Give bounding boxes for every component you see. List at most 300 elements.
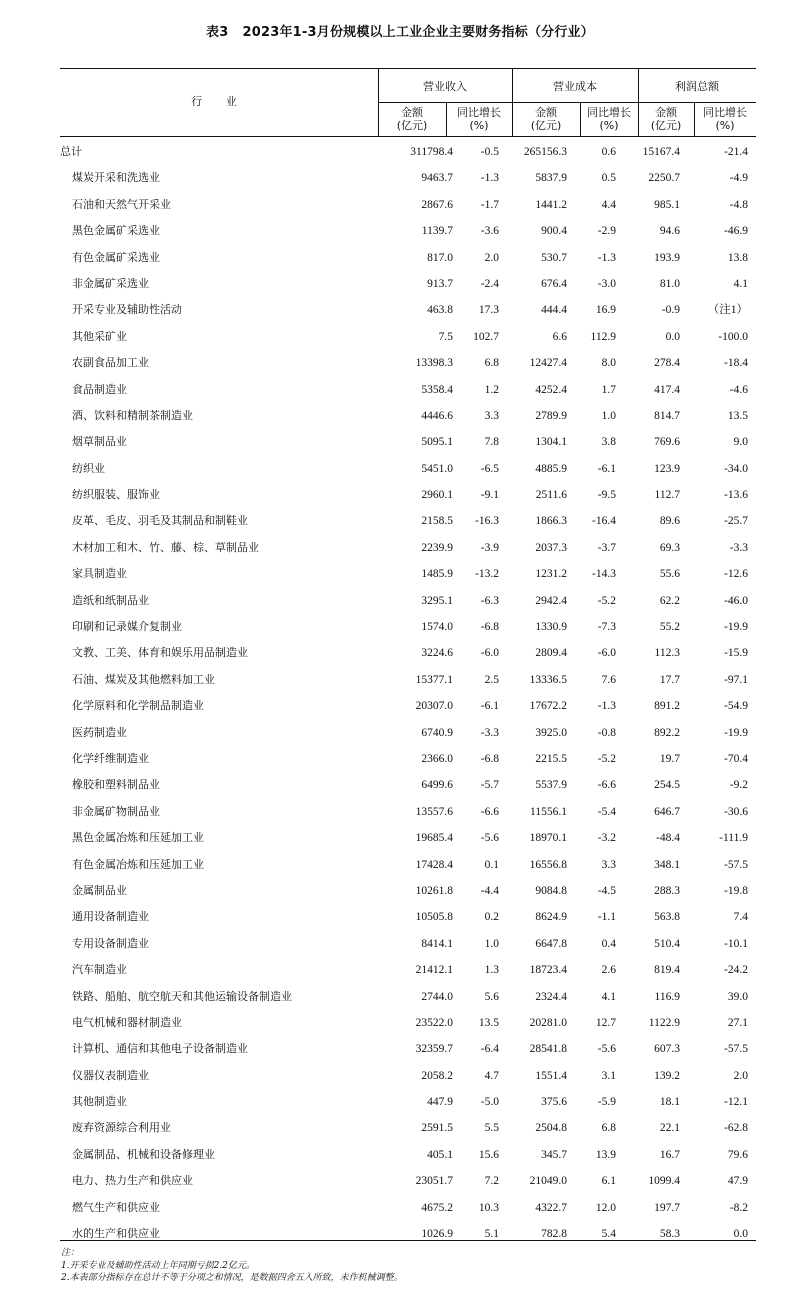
cell-cost-g: -16.4 (592, 515, 616, 528)
cell-rev: 5095.1 (421, 436, 453, 449)
table-row (60, 515, 756, 541)
cell-rev: 23522.0 (415, 1016, 453, 1029)
industry-name: 医药制造业 (72, 725, 127, 739)
table-row (60, 1070, 756, 1096)
cell-profit-g: -100.0 (718, 330, 748, 343)
table-row (60, 1096, 756, 1122)
cell-cost: 6647.8 (535, 937, 567, 950)
cell-cost-g: 3.1 (601, 1069, 616, 1082)
cell-cost: 28541.8 (529, 1043, 567, 1056)
cell-cost: 2324.4 (535, 990, 567, 1003)
cell-cost-g: 3.8 (601, 436, 616, 449)
footnotes (61, 1247, 403, 1285)
cell-rev: 15377.1 (415, 673, 453, 686)
cell-profit-g: -62.8 (724, 1122, 748, 1135)
cell-profit-g: -46.0 (724, 594, 748, 607)
cell-cost: 4885.9 (535, 462, 567, 475)
cell-profit: 417.4 (654, 383, 680, 396)
cell-profit: 510.4 (654, 937, 680, 950)
industry-name: 纺织业 (72, 461, 105, 475)
industry-name: 专用设备制造业 (72, 936, 149, 950)
cell-profit-g: -3.3 (729, 541, 748, 554)
industry-name: 有色金属矿采选业 (72, 250, 160, 264)
cell-profit-g: -12.1 (724, 1096, 748, 1109)
cell-profit: 288.3 (654, 884, 680, 897)
header-revenue: 营业收入 (423, 80, 467, 93)
cell-cost-g: 2.6 (601, 964, 616, 977)
cell-cost-g: -0.8 (597, 726, 616, 739)
cell-cost-g: -5.2 (597, 752, 616, 765)
cell-rev: 6740.9 (421, 726, 453, 739)
cell-cost-g: -2.9 (597, 225, 616, 238)
cell-rev-g: 5.1 (484, 1228, 499, 1241)
cell-cost-g: -9.5 (597, 489, 616, 502)
cell-rev: 2058.2 (421, 1069, 453, 1082)
cell-rev: 21412.1 (415, 964, 453, 977)
cell-profit: 112.3 (654, 647, 680, 660)
cell-cost: 16556.8 (529, 858, 567, 871)
cell-profit-g: -4.6 (729, 383, 748, 396)
cell-rev: 1574.0 (421, 621, 453, 634)
cell-rev-g: -1.7 (480, 198, 499, 211)
cell-rev: 5451.0 (421, 462, 453, 475)
cell-profit: 348.1 (654, 858, 680, 871)
cell-profit-g: -54.9 (724, 700, 748, 713)
industry-name: 橡胶和塑料制品业 (72, 778, 160, 792)
industry-name: 电力、热力生产和供应业 (72, 1174, 193, 1188)
industry-name: 酒、饮料和精制茶制造业 (72, 408, 193, 422)
cell-rev-g: -6.8 (480, 621, 499, 634)
cell-rev: 2744.0 (421, 990, 453, 1003)
cell-cost-g: 0.5 (601, 172, 616, 185)
header-sub-amount (638, 106, 694, 132)
cell-profit: 197.7 (654, 1201, 680, 1214)
table-row (60, 331, 756, 357)
cell-rev-g: -0.5 (480, 146, 499, 158)
cell-rev-g: -6.5 (480, 462, 499, 475)
cell-cost-g: 1.7 (601, 383, 616, 396)
header-sub-amount-label: 金额 (535, 106, 557, 119)
cell-profit: 89.6 (659, 515, 680, 528)
industry-name: 其他采矿业 (72, 329, 127, 343)
cell-cost: 5837.9 (535, 172, 567, 185)
cell-profit: 17.7 (659, 673, 680, 686)
cell-rev: 3224.6 (421, 647, 453, 660)
table-row (60, 199, 756, 225)
industry-name: 印刷和记录媒介复制业 (72, 620, 182, 634)
cell-profit-g: -30.6 (724, 805, 748, 818)
cell-profit: 891.2 (654, 700, 680, 713)
cell-cost: 20281.0 (529, 1016, 567, 1029)
industry-name: 仪器仪表制造业 (72, 1068, 149, 1082)
industry-name: 其他制造业 (72, 1095, 127, 1109)
cell-profit-g: -15.9 (724, 647, 748, 660)
cell-profit: 62.2 (659, 594, 680, 607)
cell-rev-g: 5.6 (484, 990, 499, 1003)
table-row (60, 1175, 756, 1201)
cell-cost-g: 1.0 (601, 409, 616, 422)
cell-rev: 8414.1 (421, 937, 453, 950)
cell-cost: 782.8 (541, 1228, 567, 1241)
cell-cost: 444.4 (541, 304, 567, 317)
cell-cost-g: 0.4 (601, 937, 616, 950)
table-row (60, 885, 756, 911)
cell-profit: 254.5 (654, 779, 680, 792)
cell-profit-g: -21.4 (724, 146, 748, 158)
table-row (60, 832, 756, 858)
cell-cost: 375.6 (541, 1096, 567, 1109)
cell-cost: 1330.9 (535, 621, 567, 634)
header-sub-growth-label: 同比增长 (703, 106, 747, 119)
table-row (60, 542, 756, 568)
cell-rev-g: -3.6 (480, 225, 499, 238)
industry-name: 废弃资源综合利用业 (72, 1121, 171, 1135)
cell-cost-g: -14.3 (592, 568, 616, 581)
cell-cost: 6.6 (552, 330, 567, 343)
header-rule (60, 136, 756, 137)
cell-cost-g: 112.9 (590, 330, 616, 343)
cell-profit: 112.7 (654, 489, 680, 502)
cell-profit-g: -19.8 (724, 884, 748, 897)
cell-profit: 193.9 (654, 251, 680, 264)
cell-rev: 13557.6 (415, 805, 453, 818)
cell-rev: 405.1 (427, 1148, 453, 1161)
industry-name: 非金属矿物制品业 (72, 804, 160, 818)
cell-cost-g: -5.9 (597, 1096, 616, 1109)
cell-cost: 2037.3 (535, 541, 567, 554)
industry-name: 纺织服装、服饰业 (72, 488, 160, 502)
header-sub-growth-unit: (%) (469, 119, 489, 132)
cell-rev-g: 0.1 (484, 858, 499, 871)
cell-rev-g: 3.3 (484, 409, 499, 422)
cell-profit: 607.3 (654, 1043, 680, 1056)
cell-cost-g: 12.7 (595, 1016, 616, 1029)
cell-cost: 2942.4 (535, 594, 567, 607)
table-row (60, 463, 756, 489)
industry-name: 烟草制品业 (72, 435, 127, 449)
cell-profit-g: 7.4 (733, 911, 748, 924)
header-sub-growth-label: 同比增长 (457, 106, 501, 119)
table-row (60, 1122, 756, 1148)
cell-cost-g: -3.0 (597, 277, 616, 290)
cell-rev: 1026.9 (421, 1228, 453, 1241)
cell-rev-g: 7.8 (484, 436, 499, 449)
cell-profit-g: -18.4 (724, 357, 748, 370)
cell-cost-g: -6.6 (597, 779, 616, 792)
cell-rev-g: 15.6 (478, 1148, 499, 1161)
cell-rev-g: -6.4 (480, 1043, 499, 1056)
cell-rev: 10505.8 (415, 911, 453, 924)
industry-name: 计算机、通信和其他电子设备制造业 (72, 1042, 248, 1056)
cell-cost-g: 6.8 (601, 1122, 616, 1135)
cell-rev: 5358.4 (421, 383, 453, 396)
cell-cost-g: -6.1 (597, 462, 616, 475)
table-row (60, 225, 756, 251)
cell-rev-g: -6.8 (480, 752, 499, 765)
cell-rev-g: -6.1 (480, 700, 499, 713)
header-sub-amount-label: 金额 (655, 106, 677, 119)
table-title-text: 2023年1-3月份规模以上工业企业主要财务指标（分行业） (242, 25, 594, 40)
cell-cost: 13336.5 (529, 673, 567, 686)
cell-profit: 1099.4 (648, 1175, 680, 1188)
cell-rev: 19685.4 (415, 832, 453, 845)
industry-name: 皮革、毛皮、羽毛及其制品和制鞋业 (72, 514, 248, 528)
cell-rev: 1139.7 (421, 225, 453, 238)
header-mid-rule (378, 102, 756, 103)
cell-rev-g: 2.0 (484, 251, 499, 264)
table-row (60, 806, 756, 832)
cell-rev-g: 1.2 (484, 383, 499, 396)
cell-rev-g: 5.5 (484, 1122, 499, 1135)
industry-name: 铁路、船舶、航空航天和其他运输设备制造业 (72, 989, 292, 1003)
industry-name: 化学纤维制造业 (72, 751, 149, 765)
cell-cost: 265156.3 (523, 146, 567, 158)
cell-rev: 7.5 (438, 330, 453, 343)
cell-cost-g: 13.9 (595, 1148, 616, 1161)
cell-cost-g: 5.4 (601, 1228, 616, 1241)
header-sub-amount-unit: (亿元) (530, 119, 562, 132)
cell-profit: 55.6 (659, 568, 680, 581)
cell-profit-g: -97.1 (724, 673, 748, 686)
cell-cost: 345.7 (541, 1148, 567, 1161)
cell-profit-g: -70.4 (724, 752, 748, 765)
cell-rev: 6499.6 (421, 779, 453, 792)
footnote-2: 2.本表部分指标存在总计不等于分项之和情况，是数据四舍五入所致，未作机械调整。 (61, 1273, 403, 1283)
industry-name: 农副食品加工业 (72, 356, 149, 370)
cell-rev: 311798.4 (410, 146, 453, 158)
cell-rev-g: 1.3 (484, 964, 499, 977)
cell-profit-g: -9.2 (729, 779, 748, 792)
header-sub-amount (378, 106, 446, 132)
cell-profit: 892.2 (654, 726, 680, 739)
cell-cost-g: -5.2 (597, 594, 616, 607)
cell-cost-g: 6.1 (601, 1175, 616, 1188)
cell-cost: 2504.8 (535, 1122, 567, 1135)
cell-rev: 10261.8 (415, 884, 453, 897)
cell-rev-g: 102.7 (473, 330, 499, 343)
cell-rev-g: -5.7 (480, 779, 499, 792)
table-row (60, 384, 756, 410)
cell-rev: 447.9 (427, 1096, 453, 1109)
cell-profit: 819.4 (654, 964, 680, 977)
footnote-label: 注： (61, 1248, 80, 1258)
table-row (60, 647, 756, 673)
table-row (60, 1202, 756, 1228)
table-number: 表3 (206, 25, 229, 40)
cell-cost-g: -3.7 (597, 541, 616, 554)
cell-rev-g: -5.0 (480, 1096, 499, 1109)
cell-cost: 1441.2 (535, 198, 567, 211)
industry-name: 造纸和纸制品业 (72, 593, 149, 607)
header-sub-amount-label: 金额 (401, 106, 423, 119)
cell-cost: 900.4 (541, 225, 567, 238)
cell-rev-g: 4.7 (484, 1069, 499, 1082)
table-title (0, 21, 800, 40)
industry-name: 食品制造业 (72, 382, 127, 396)
cell-profit-g: 13.5 (727, 409, 748, 422)
industry-name: 石油和天然气开采业 (72, 197, 171, 211)
table-row (60, 859, 756, 885)
cell-cost: 12427.4 (529, 357, 567, 370)
cell-profit: 139.2 (654, 1069, 680, 1082)
cell-rev: 817.0 (427, 251, 453, 264)
cell-cost: 1551.4 (535, 1069, 567, 1082)
cell-profit-g: -4.9 (729, 172, 748, 185)
table-row (60, 357, 756, 383)
cell-rev-g: 2.5 (484, 673, 499, 686)
table-row (60, 753, 756, 779)
table-row (60, 1017, 756, 1043)
header-sub-amount-unit: (亿元) (650, 119, 682, 132)
cell-rev: 17428.4 (415, 858, 453, 871)
cell-rev: 9463.7 (421, 172, 453, 185)
cell-profit-g: 47.9 (727, 1175, 748, 1188)
cell-cost: 1231.2 (535, 568, 567, 581)
cell-rev: 4675.2 (421, 1201, 453, 1214)
cell-profit: 2250.7 (648, 172, 680, 185)
cell-profit: 18.1 (659, 1096, 680, 1109)
cell-rev-g: -13.2 (475, 568, 499, 581)
cell-cost-g: -5.6 (597, 1043, 616, 1056)
industry-name: 家具制造业 (72, 567, 127, 581)
header-sub-growth (446, 106, 512, 132)
table-row (60, 278, 756, 304)
header-sub-amount (512, 106, 580, 132)
cell-profit-g: 79.6 (727, 1148, 748, 1161)
cell-cost: 1304.1 (535, 436, 567, 449)
cell-rev: 20307.0 (415, 700, 453, 713)
cell-profit: 94.6 (659, 225, 680, 238)
table-row (60, 172, 756, 198)
table-row (60, 1043, 756, 1069)
cell-cost: 21049.0 (529, 1175, 567, 1188)
cell-profit-g: -10.1 (724, 937, 748, 950)
cell-cost-g: -3.2 (597, 832, 616, 845)
footnote-1: 1.开采专业及辅助性活动上年同期亏损2.2亿元。 (61, 1260, 255, 1271)
cell-cost: 2511.6 (535, 489, 567, 502)
cell-rev: 2591.5 (421, 1122, 453, 1135)
cell-profit-g: 4.1 (733, 277, 748, 290)
cell-profit-g: -19.9 (724, 621, 748, 634)
industry-name: 黑色金属矿采选业 (72, 224, 160, 238)
cell-cost: 17672.2 (529, 700, 567, 713)
cell-rev-g: 13.5 (478, 1016, 499, 1029)
cell-cost-g: 12.0 (595, 1201, 616, 1214)
cell-cost-g: 4.4 (601, 198, 616, 211)
cell-rev-g: 7.2 (484, 1175, 499, 1188)
cell-rev-g: -6.0 (480, 647, 499, 660)
cell-cost-g: -1.3 (597, 700, 616, 713)
cell-rev-g: -6.6 (480, 805, 499, 818)
cell-cost-g: 4.1 (601, 990, 616, 1003)
header-sub-growth-unit: (%) (599, 119, 619, 132)
cell-rev: 913.7 (427, 277, 453, 290)
cell-rev: 2366.0 (421, 752, 453, 765)
table-row (60, 779, 756, 805)
industry-name: 水的生产和供应业 (72, 1227, 160, 1241)
header-profit: 利润总额 (675, 80, 719, 93)
industry-name: 汽车制造业 (72, 963, 127, 977)
cell-cost: 2789.9 (535, 409, 567, 422)
cell-profit: 81.0 (659, 277, 680, 290)
cell-profit: 985.1 (654, 198, 680, 211)
industry-name: 石油、煤炭及其他燃料加工业 (72, 672, 215, 686)
cell-rev-g: -3.9 (480, 541, 499, 554)
cell-cost-g: -1.3 (597, 251, 616, 264)
cell-cost: 3925.0 (535, 726, 567, 739)
cell-profit-g: -24.2 (724, 964, 748, 977)
industry-name: 开采专业及辅助性活动 (72, 303, 182, 317)
cell-rev: 463.8 (427, 304, 453, 317)
cell-cost-g: -7.3 (597, 621, 616, 634)
table-row (60, 938, 756, 964)
cell-rev-g: 17.3 (478, 304, 499, 317)
cell-rev-g: 0.2 (484, 911, 499, 924)
cell-cost: 676.4 (541, 277, 567, 290)
cell-profit: 55.2 (659, 621, 680, 634)
header-sub-growth-unit: (%) (715, 119, 735, 132)
table-row (60, 252, 756, 278)
industry-name: 木材加工和木、竹、藤、棕、草制品业 (72, 540, 259, 554)
cell-profit-g: -4.8 (729, 198, 748, 211)
cell-cost-g: 7.6 (601, 673, 616, 686)
cell-profit-g: -111.9 (719, 832, 748, 845)
industry-name: 文教、工美、体育和娱乐用品制造业 (72, 646, 248, 660)
cell-cost-g: 16.9 (595, 304, 616, 317)
cell-profit-g: 27.1 (727, 1016, 748, 1029)
table-row (60, 727, 756, 753)
cell-cost: 4322.7 (535, 1201, 567, 1214)
cell-profit: 16.7 (659, 1148, 680, 1161)
cell-rev-g: -2.4 (480, 277, 499, 290)
cell-profit: 58.3 (659, 1228, 680, 1241)
cell-profit-g: 13.8 (727, 251, 748, 264)
cell-profit-g: 9.0 (733, 436, 748, 449)
table-row (60, 911, 756, 937)
cell-profit-g: -34.0 (724, 462, 748, 475)
industry-name: 电气机械和器材制造业 (72, 1015, 182, 1029)
header-sub-amount-unit: (亿元) (396, 119, 428, 132)
cell-profit: 116.9 (654, 990, 680, 1003)
cell-profit-g: -13.6 (724, 489, 748, 502)
cell-profit: 563.8 (654, 911, 680, 924)
cell-cost-g: -4.5 (597, 884, 616, 897)
cell-profit-g: -57.5 (724, 858, 748, 871)
cell-profit: -0.9 (661, 304, 680, 317)
cell-cost: 2215.5 (535, 752, 567, 765)
cell-profit: -48.4 (656, 832, 680, 845)
cell-cost: 4252.4 (535, 383, 567, 396)
table-row (60, 964, 756, 990)
industry-name: 总计 (60, 145, 82, 158)
cell-profit: 814.7 (654, 409, 680, 422)
cell-profit-g: （注1） (707, 304, 748, 317)
cell-profit-g: -46.9 (724, 225, 748, 238)
cell-cost-g: -6.0 (597, 647, 616, 660)
cell-rev-g: -9.1 (480, 489, 499, 502)
table-row (60, 304, 756, 330)
header-cost: 营业成本 (553, 80, 597, 93)
top-rule (60, 68, 756, 69)
cell-profit: 646.7 (654, 805, 680, 818)
table-row (60, 674, 756, 700)
cell-profit-g: 39.0 (727, 990, 748, 1003)
cell-profit: 69.3 (659, 541, 680, 554)
cell-rev: 2158.5 (421, 515, 453, 528)
industry-name: 有色金属冶炼和压延加工业 (72, 857, 204, 871)
cell-profit-g: 2.0 (733, 1069, 748, 1082)
table-row (60, 568, 756, 594)
